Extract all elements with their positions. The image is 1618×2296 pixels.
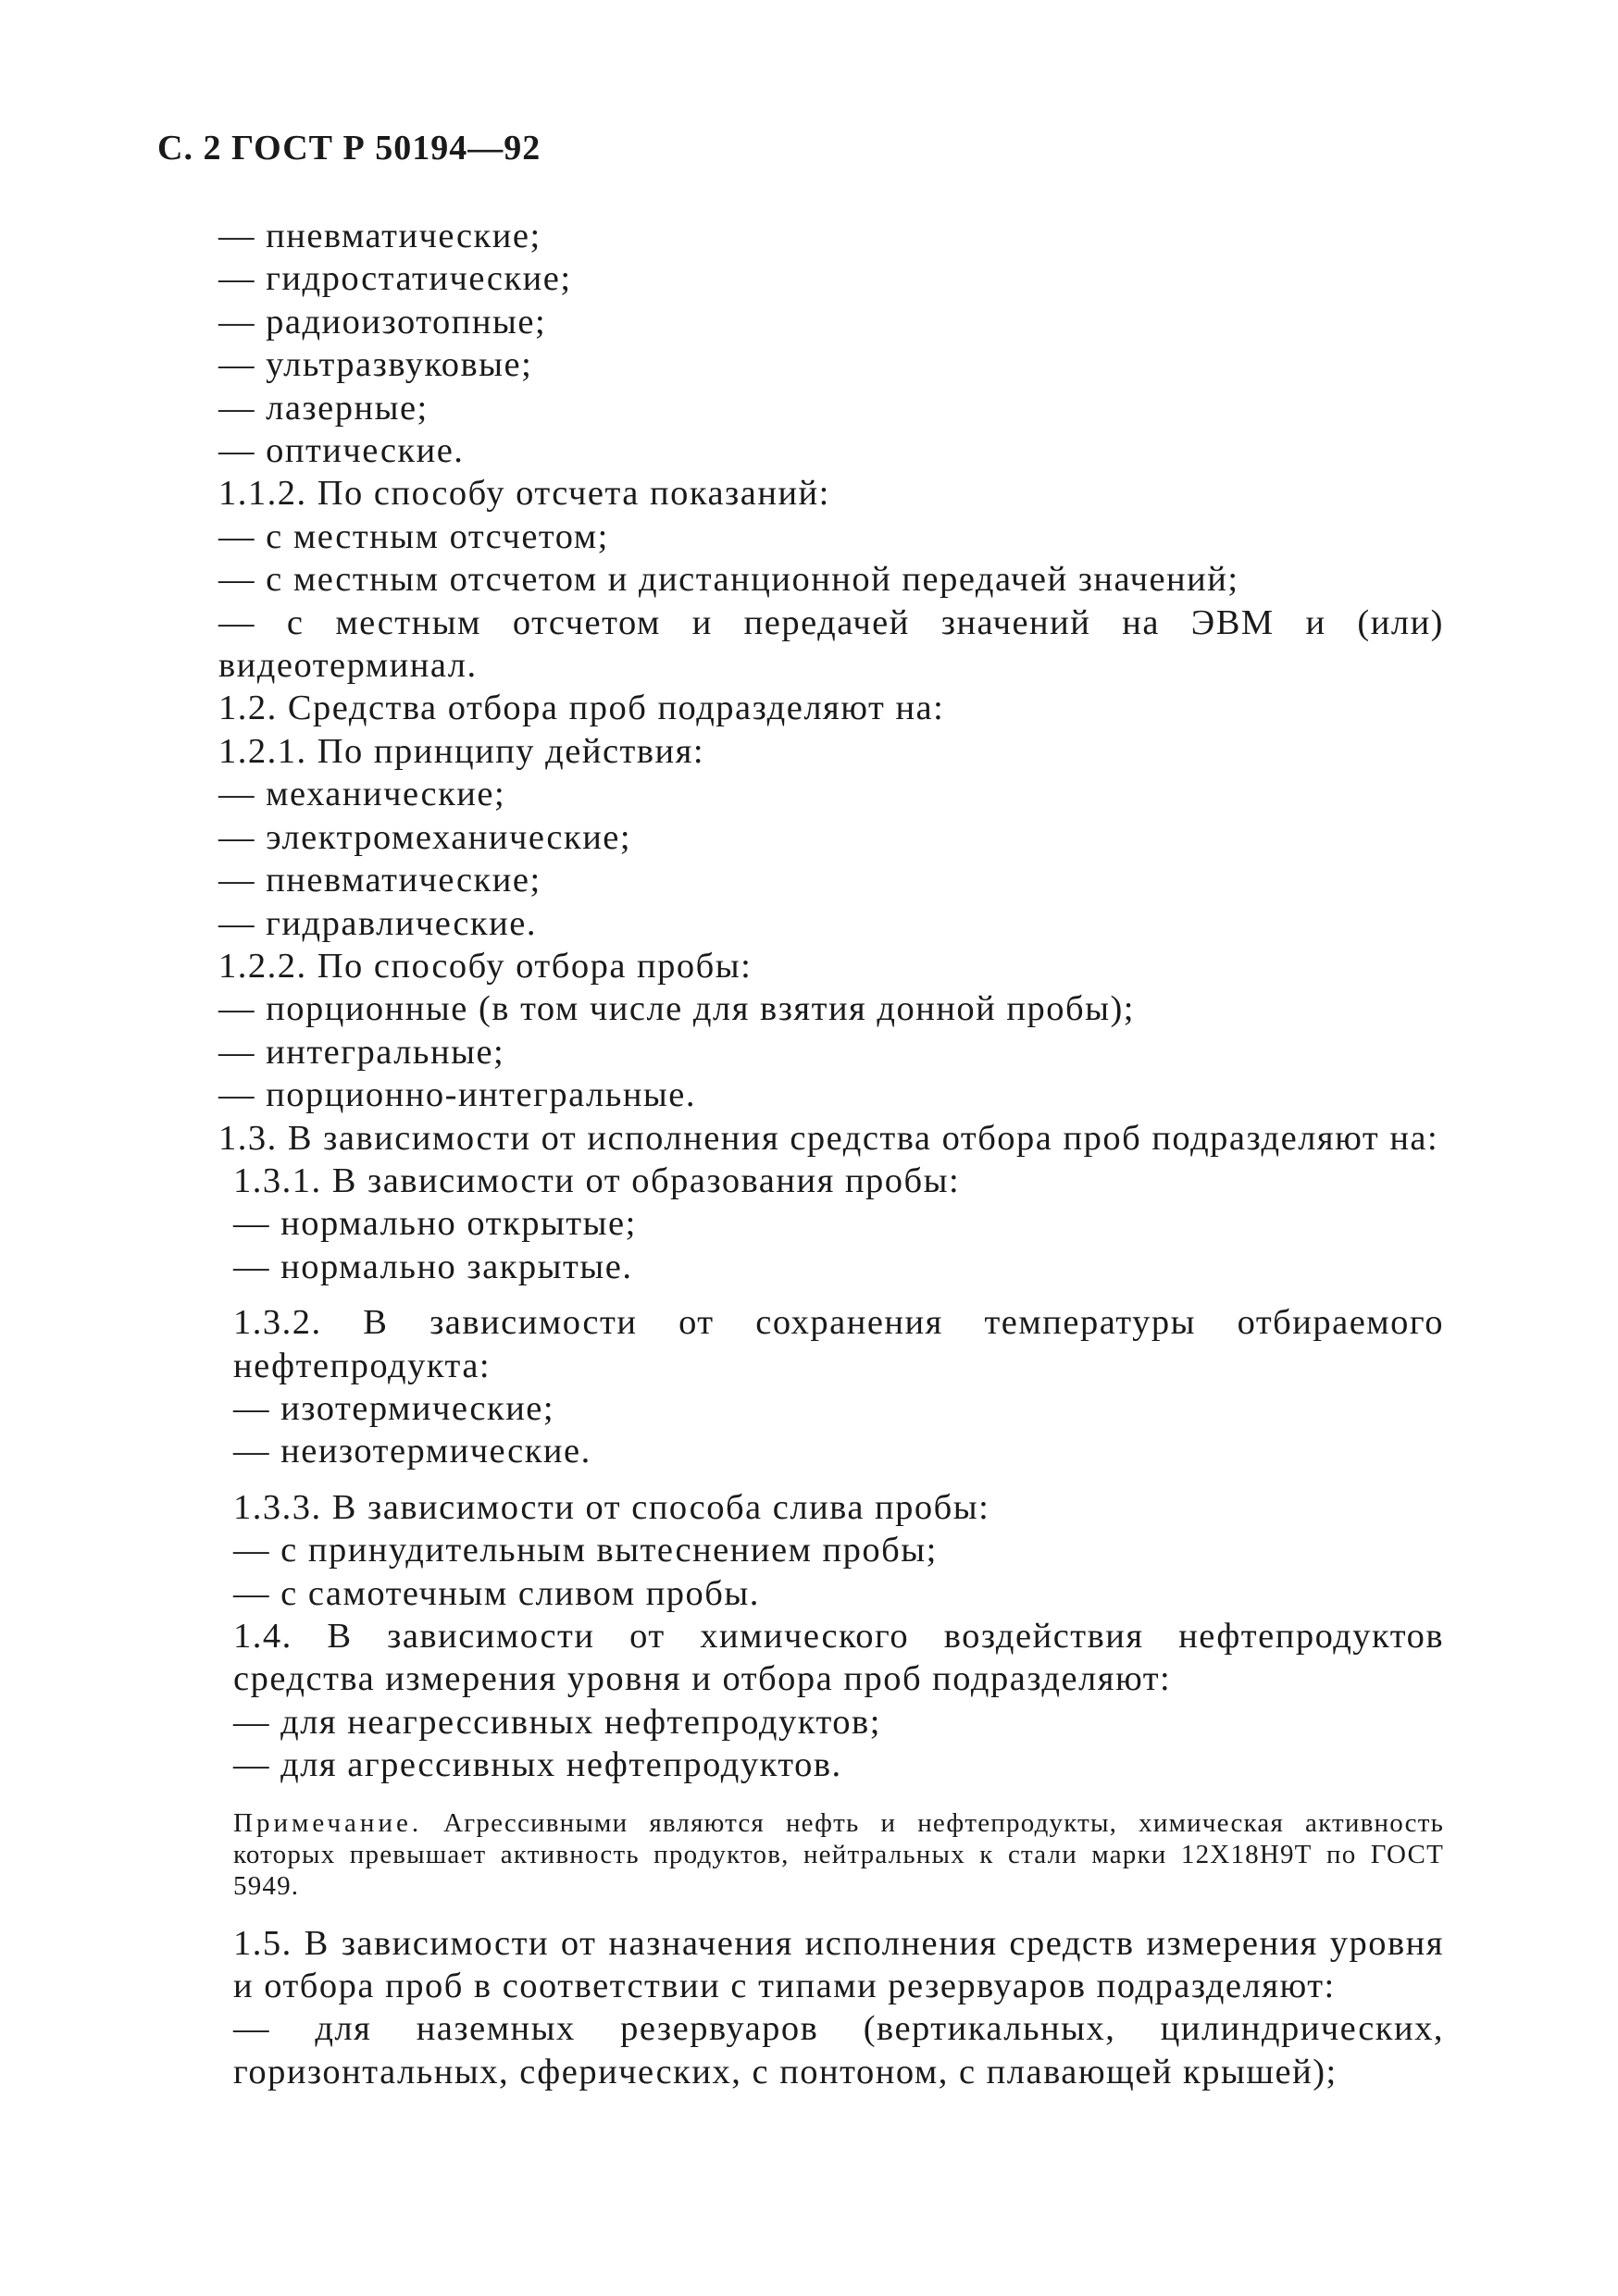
list-item: — порционные (в том числе для взятия донной пробы); [218, 989, 1135, 1029]
list-item: — с самотечным сливом пробы. [233, 1573, 760, 1613]
note-text: Агрессивными являются нефть и нефтепродукты, химическая активность которых превышает активность продуктов, нейтральных к стали марки 12Х18Н9Т по ГОСТ 5949. [233, 1807, 1444, 1901]
section-heading: 1.3.1. В зависимости от образования пробы: [233, 1160, 961, 1200]
list-item: — неизотермические. [233, 1432, 591, 1471]
list-item: — для агрессивных нефтепродуктов. [233, 1745, 842, 1785]
list-item: — нормально закрытые. [233, 1247, 633, 1286]
list-item: — гидростатические; [218, 259, 572, 299]
list-item: — пневматические; [218, 861, 541, 900]
list-item: — оптические. [218, 431, 465, 471]
spacer [167, 1787, 1444, 1807]
list-item: — пневматические; [218, 217, 541, 255]
list-item: — для неагрессивных нефтепродуктов; [233, 1702, 881, 1742]
section-heading: 1.2.2. По способу отбора пробы: [218, 946, 753, 986]
list-item: — для наземных резервуаров (вертикальных, цилиндрических, горизонтальных, сферических, с понтоном, с плавающей крышей); [233, 2009, 1444, 2091]
section-heading: 1.2.1. По принципу действия: [218, 731, 705, 771]
section-heading: 1.5. В зависимости от назначения исполнения средств измерения уровня и отбора проб в соответствии с типами резервуаров подразделяют: [233, 1923, 1444, 2006]
section-heading: 1.3.2. В зависимости от сохранения температуры отбираемого нефтепродукта: [233, 1303, 1444, 1385]
section-heading: 1.4. В зависимости от химического воздействия нефтепродуктов средства измерения уровня и отбора проб подразделяют: [233, 1617, 1444, 1699]
document-body [167, 215, 1444, 2093]
list-item: — ультразвуковые; [218, 345, 533, 385]
list-item: — с местным отсчетом и передачей значений на ЭВМ и (или) видеотерминал. [218, 602, 1444, 686]
spacer [167, 1902, 1444, 1922]
list-item: — механические; [218, 775, 506, 814]
section-heading: 1.1.2. По способу отсчета показаний: [218, 474, 830, 514]
note-label: Примечание. [233, 1807, 423, 1838]
list-item: — с местным отсчетом и дистанционной передачей значений; [218, 560, 1239, 600]
list-item: — порционно-интегральные. [218, 1075, 697, 1115]
page-header: С. 2 ГОСТ Р 50194—92 [157, 129, 541, 168]
list-item: — с принудительным вытеснением пробы; [233, 1531, 938, 1570]
list-item: — электромеханические; [218, 817, 632, 857]
list-item: — гидравлические. [218, 903, 537, 943]
list-item: — радиоизотопные; [218, 302, 547, 341]
list-item: — интегральные; [218, 1032, 505, 1072]
list-item: — нормально открытые; [233, 1204, 637, 1244]
section-heading: 1.3. В зависимости от исполнения средства отбора проб подразделяют на: [218, 1118, 1439, 1158]
list-item: — лазерные; [218, 388, 429, 428]
note [167, 1807, 1444, 1902]
section-heading: 1.2. Средства отбора проб подразделяют на: [218, 689, 945, 728]
spacer [167, 1288, 1444, 1301]
list-item: — с местным отсчетом; [218, 516, 609, 556]
section-heading: 1.3.3. В зависимости от способа слива пробы: [233, 1487, 990, 1527]
list-item: — изотермические; [233, 1388, 555, 1428]
spacer [167, 1473, 1444, 1486]
